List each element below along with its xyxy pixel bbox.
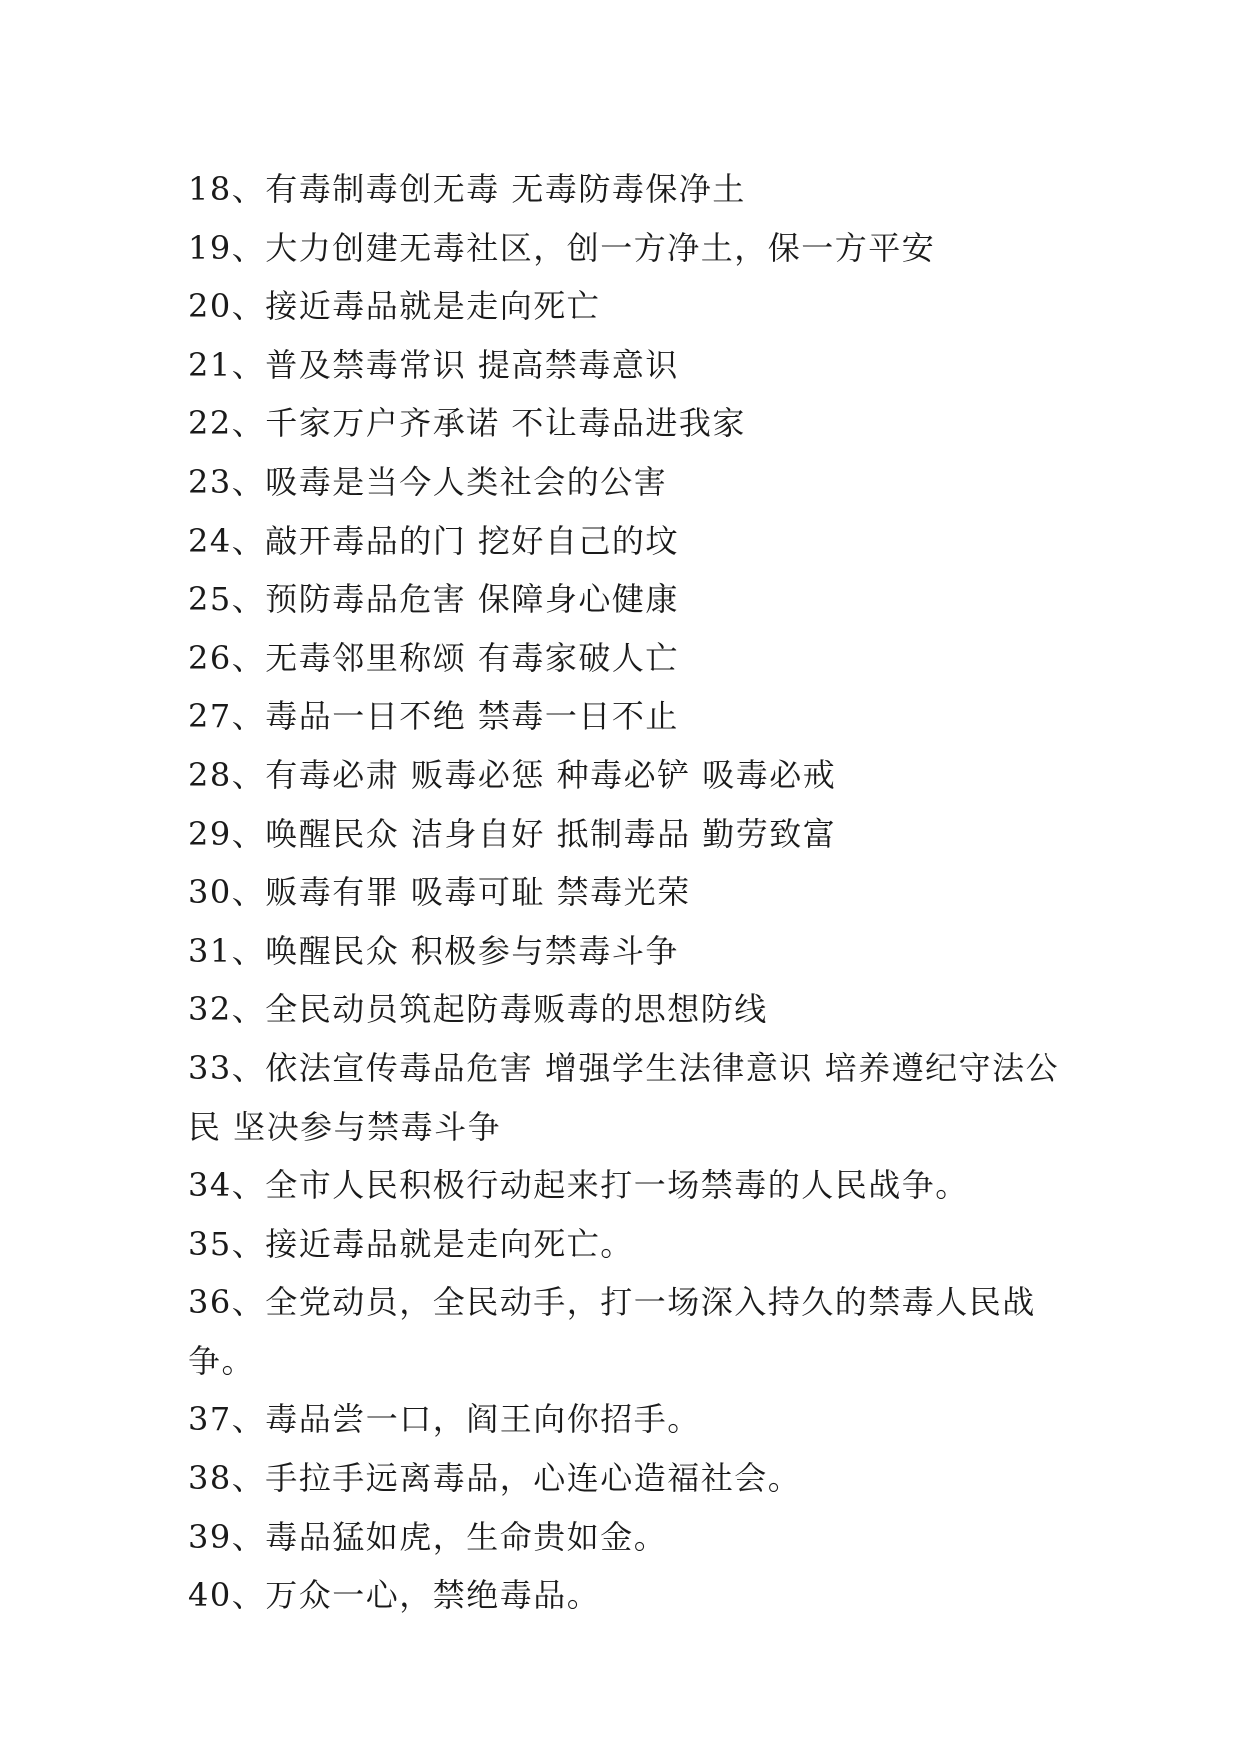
slogan-item: 29、唤醒民众 洁身自好 抵制毒品 勤劳致富 [188,814,837,853]
slogan-item: 22、千家万户齐承诺 不让毒品进我家 [188,404,746,443]
slogan-item: 28、有毒必肃 贩毒必惩 种毒必铲 吸毒必戒 [188,755,837,794]
slogan-item: 40、万众一心，禁绝毒品。 [188,1576,601,1615]
slogan-item: 32、全民动员筑起防毒贩毒的思想防线 [188,990,768,1029]
slogan-item: 36、全党动员，全民动手，打一场深入持久的禁毒人民战争。 [188,1283,1036,1380]
slogan-item: 27、毒品一日不绝 禁毒一日不止 [188,697,679,736]
slogan-item: 18、有毒制毒创无毒 无毒防毒保净土 [188,170,746,208]
slogan-item: 23、吸毒是当今人类社会的公害 [188,462,668,501]
slogan-item: 24、敲开毒品的门 挖好自己的坟 [188,521,679,560]
slogan-item: 34、全市人民积极行动起来打一场禁毒的人民战争。 [188,1166,969,1205]
slogan-list [188,160,1068,1625]
slogan-item: 39、毒品猛如虎，生命贵如金。 [188,1517,668,1556]
slogan-item: 21、普及禁毒常识 提高禁毒意识 [188,345,679,384]
slogan-item: 30、贩毒有罪 吸毒可耻 禁毒光荣 [188,873,691,912]
slogan-item: 33、依法宣传毒品危害 增强学生法律意识 培养遵纪守法公民 坚决参与禁毒斗争 [188,1048,1060,1146]
slogan-item: 19、大力创建无毒社区，创一方净土，保一方平安 [188,228,936,267]
slogan-item: 20、接近毒品就是走向死亡 [188,287,601,326]
slogan-item: 35、接近毒品就是走向死亡。 [188,1224,634,1263]
slogan-item: 31、唤醒民众 积极参与禁毒斗争 [188,931,679,970]
slogan-item: 38、手拉手远离毒品，心连心造福社会。 [188,1459,802,1498]
slogan-item: 26、无毒邻里称颂 有毒家破人亡 [188,638,679,677]
slogan-item: 37、毒品尝一口，阎王向你招手。 [188,1400,701,1439]
slogan-item: 25、预防毒品危害 保障身心健康 [188,580,679,619]
